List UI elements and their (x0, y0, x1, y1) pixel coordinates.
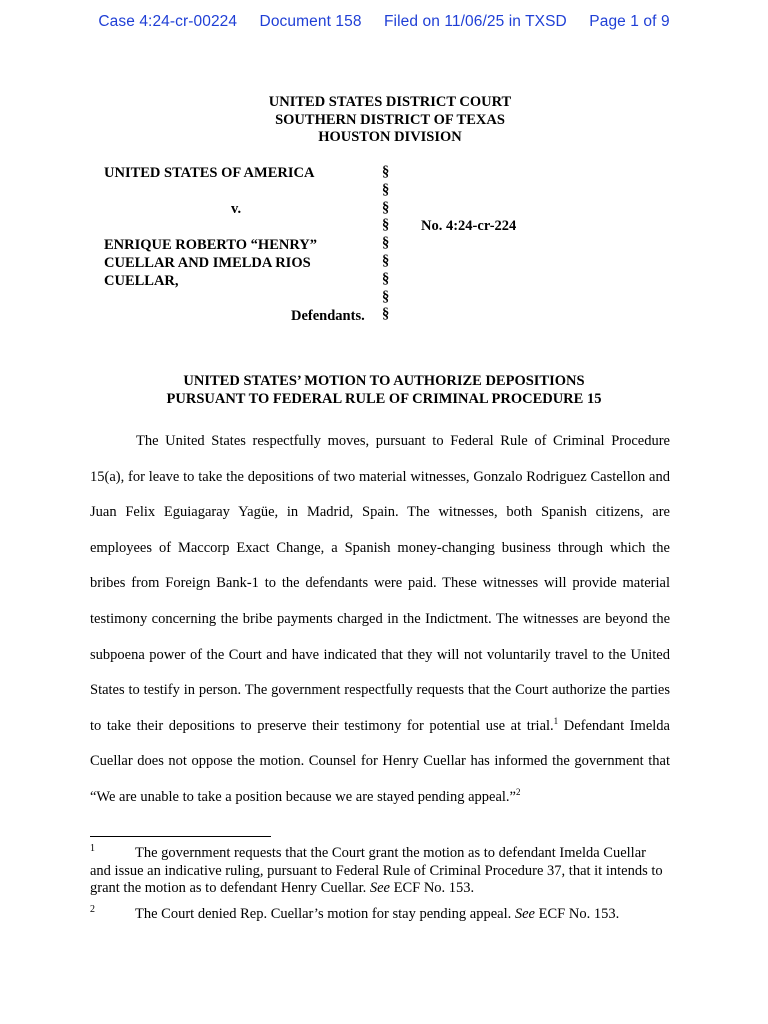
footnote-divider (90, 836, 271, 837)
footnote-ref-1[interactable]: 1 (553, 715, 559, 726)
caption-plaintiff: UNITED STATES OF AMERICA (104, 165, 315, 181)
motion-title (0, 372, 768, 408)
body-text-part1: The United States respectfully moves, pursuant to Federal Rule of Criminal Procedure 15(a), for leave to take the depositions of two material witnesses, Gonzalo Rodriguez Castellon and Juan Felix Eguiagaray Yagüe, in Madrid, Spain. The witnesses, both Spanish citizens, are employees of Maccorp Exact Change, a Spanish money-changing business through which the bribes from Foreign Bank-1 to the defendants were paid. These witnesses will provide material testimony concerning the bribe payments charged in the Indictment. The witnesses are beyond the subpoena power of the Court and have indicated that they will not voluntarily travel to the United States to testify in person. The government respectfully requests that the Court authorize the parties to take their depositions to preserve their testimony for potential use at trial. (90, 433, 670, 734)
section-symbol: § (382, 181, 390, 198)
motion-body-paragraph (90, 424, 670, 816)
ecf-case-number: Case 4:24-cr-00224 (98, 13, 238, 30)
caption-defendant-line1: ENRIQUE ROBERTO “HENRY” (104, 237, 318, 253)
footnote-text-before: The government requests that the Court grant the motion as to defendant Imelda Cuellar and issue an indicative ruling, pursuant to Federal Rule of Criminal Procedure 37, that it intends to grant the motion as to defendant Henry Cuellar. (90, 845, 663, 896)
footnote-2 (90, 906, 670, 924)
ecf-document-number: Document 158 (259, 13, 362, 30)
footnote-ref-2[interactable]: 2 (516, 787, 521, 798)
caption-defendant-line3: CUELLAR, (104, 273, 179, 289)
footnote-number: 2 (90, 904, 95, 915)
footnote-see: See (369, 880, 390, 896)
section-symbol: § (382, 252, 390, 269)
footnote-text-before: The Court denied Rep. Cuellar’s motion for stay pending appeal. (135, 906, 515, 922)
case-caption (104, 164, 744, 329)
court-heading (0, 94, 768, 147)
caption-defendant-line2: CUELLAR AND IMELDA RIOS (104, 255, 311, 271)
court-division: HOUSTON DIVISION (318, 129, 462, 145)
footnote-1 (90, 845, 670, 898)
section-symbol: § (382, 235, 390, 252)
section-symbol: § (382, 217, 390, 234)
section-symbol: § (382, 306, 390, 323)
footnote-see: See (514, 906, 535, 922)
court-district: SOUTHERN DISTRICT OF TEXAS (275, 111, 505, 128)
ecf-page-number: Page 1 of 9 (589, 13, 670, 30)
section-symbol: § (382, 199, 390, 216)
section-symbol: § (382, 270, 390, 287)
body-text-part2: Defendant Imelda Cuellar does not oppose the motion. Counsel for Henry Cuellar has informed the government that “We are unable to take a position because we are stayed pending appeal.” (90, 717, 670, 805)
section-symbol: § (382, 288, 390, 305)
court-name: UNITED STATES DISTRICT COURT (268, 94, 512, 110)
footnote-text (90, 845, 670, 898)
ecf-filing-header (0, 13, 768, 31)
caption-versus: v. (231, 201, 242, 217)
section-symbol: § (382, 164, 390, 180)
caption-section-symbols (382, 164, 389, 324)
footnote-number: 1 (90, 843, 95, 854)
case-number: No. 4:24-cr-224 (421, 218, 517, 234)
footnote-text-after: ECF No. 153. (389, 880, 475, 896)
motion-title-line1: UNITED STATES’ MOTION TO AUTHORIZE DEPOSITIONS (183, 373, 585, 389)
caption-defendants-label: Defendants. (291, 308, 365, 324)
footnote-text-after: ECF No. 153. (535, 906, 620, 922)
footnote-text (90, 906, 670, 924)
motion-title-line2: PURSUANT TO FEDERAL RULE OF CRIMINAL PROCEDURE 15 (166, 391, 602, 407)
ecf-filed-date: Filed on 11/06/25 in TXSD (383, 13, 567, 30)
